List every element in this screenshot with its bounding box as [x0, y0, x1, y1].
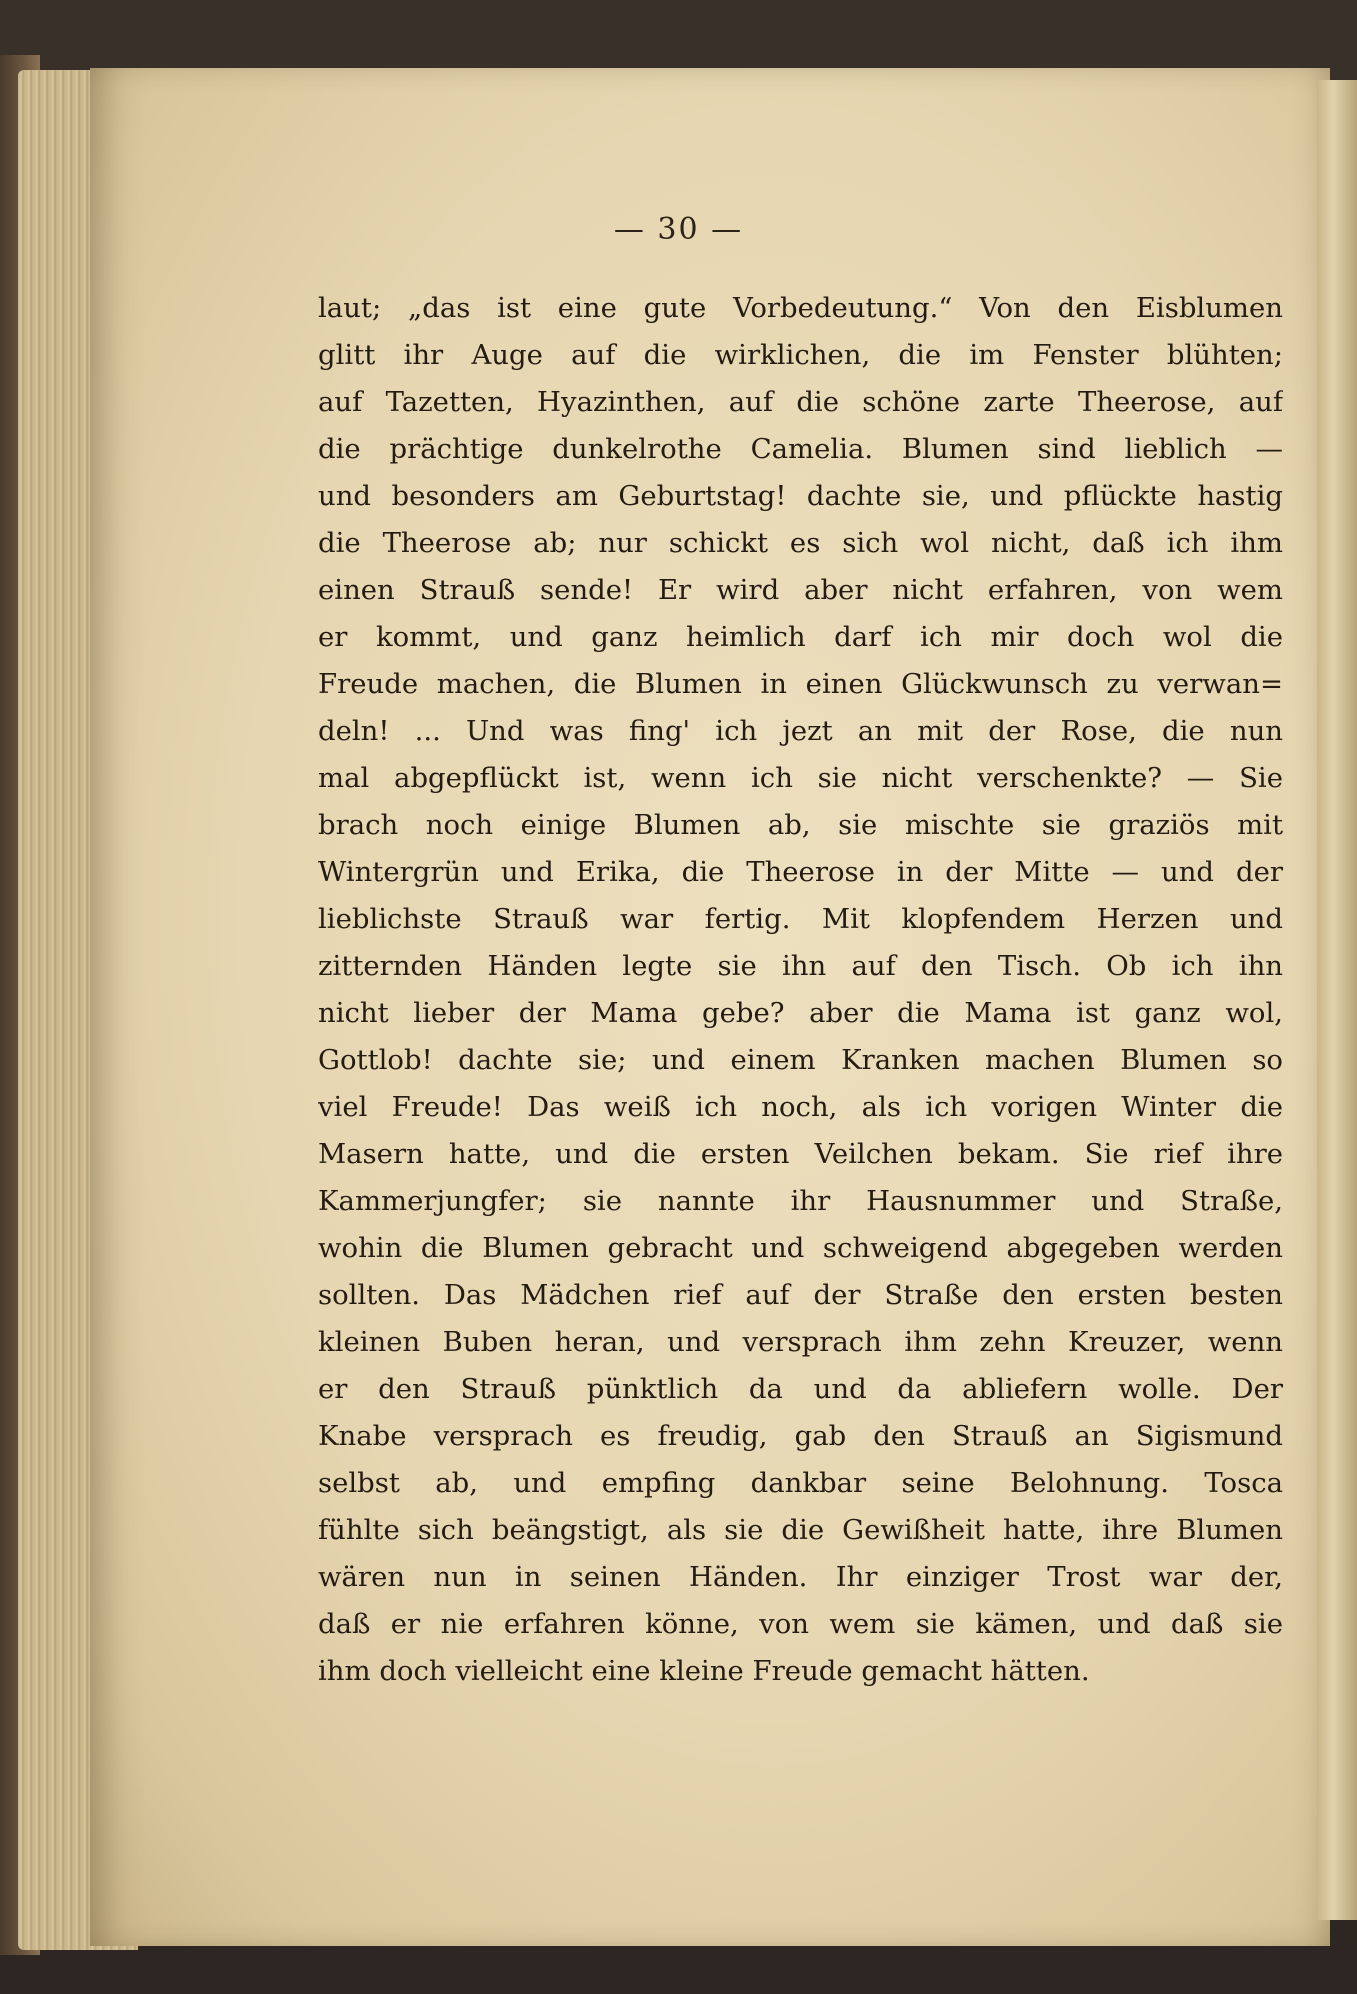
text-line: nicht lieber der Mama gebe? aber die Mama ist ganz wol, [318, 997, 1283, 1029]
text-line: laut; „das ist eine gute Vorbedeutung.“ Von den Eisblumen [318, 292, 1283, 324]
text-line: zitternden Händen legte sie ihn auf den Tisch. Ob ich ihn [318, 950, 1283, 982]
text-line: brach noch einige Blumen ab, sie mischte sie graziös mit [318, 809, 1283, 841]
text-line: die prächtige dunkelrothe Camelia. Blumen sind lieblich — [318, 433, 1283, 465]
text-line: ihm doch vielleicht eine kleine Freude gemacht hätten. [318, 1655, 1090, 1687]
text-line: Kammerjungfer; sie nannte ihr Hausnummer und Straße, [318, 1185, 1283, 1217]
text-line: Gottlob! dachte sie; und einem Kranken machen Blumen so [318, 1044, 1283, 1076]
right-page-edge [1317, 80, 1357, 1920]
text-line: er kommt, und ganz heimlich darf ich mir doch wol die [318, 621, 1283, 653]
text-line: daß er nie erfahren könne, von wem sie kämen, und daß sie [318, 1608, 1283, 1640]
body-text [318, 285, 1283, 1695]
text-line: auf Tazetten, Hyazinthen, auf die schöne zarte Theerose, auf [318, 386, 1283, 418]
text-line: deln! ... Und was fing' ich jezt an mit der Rose, die nun [318, 715, 1283, 747]
text-line: er den Strauß pünktlich da und da abliefern wolle. Der [318, 1373, 1283, 1405]
text-line: viel Freude! Das weiß ich noch, als ich vorigen Winter die [318, 1091, 1283, 1123]
text-line: wohin die Blumen gebracht und schweigend abgegeben werden [318, 1232, 1283, 1264]
text-line: wären nun in seinen Händen. Ihr einziger Trost war der, [318, 1561, 1283, 1593]
text-line: kleinen Buben heran, und versprach ihm zehn Kreuzer, wenn [318, 1326, 1283, 1358]
text-line: Knabe versprach es freudig, gab den Strauß an Sigismund [318, 1420, 1283, 1452]
text-line: glitt ihr Auge auf die wirklichen, die im Fenster blühten; [318, 339, 1283, 371]
text-line: selbst ab, und empfing dankbar seine Belohnung. Tosca [318, 1467, 1283, 1499]
text-line: Masern hatte, und die ersten Veilchen bekam. Sie rief ihre [318, 1138, 1283, 1170]
text-line: mal abgepflückt ist, wenn ich sie nicht verschenkte? — Sie [318, 762, 1283, 794]
text-line: lieblichste Strauß war fertig. Mit klopfendem Herzen und [318, 903, 1283, 935]
text-line: sollten. Das Mädchen rief auf der Straße den ersten besten [318, 1279, 1283, 1311]
text-line: Wintergrün und Erika, die Theerose in der Mitte — und der [318, 856, 1283, 888]
text-line: fühlte sich beängstigt, als sie die Gewißheit hatte, ihre Blumen [318, 1514, 1283, 1546]
text-line: einen Strauß sende! Er wird aber nicht erfahren, von wem [318, 574, 1283, 606]
text-line: die Theerose ab; nur schickt es sich wol nicht, daß ich ihm [318, 527, 1283, 559]
text-line: Freude machen, die Blumen in einen Glückwunsch zu verwan= [318, 668, 1283, 700]
page-number: — 30 — [613, 212, 744, 247]
text-line: und besonders am Geburtstag! dachte sie, und pflückte hastig [318, 480, 1283, 512]
